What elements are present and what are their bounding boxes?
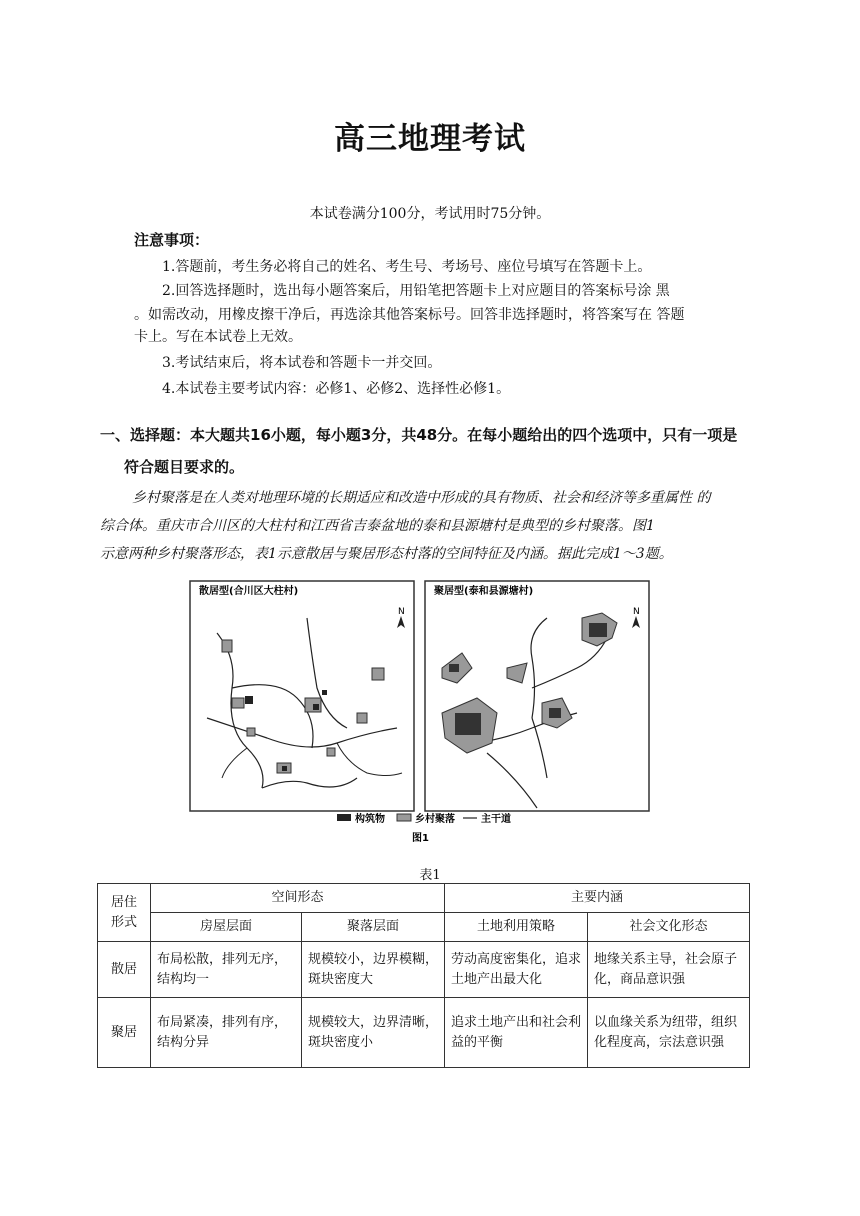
left-map-title: 散居型(合川区大柱村) (199, 586, 299, 597)
exam-subtitle: 本试卷满分100分，考试用时75分钟。 (309, 206, 551, 222)
map-dispersed-panel (190, 581, 414, 811)
row-settlement: 规模较大，边界清晰，斑块密度小 (302, 998, 445, 1068)
row-house: 布局紧凑，排列有序，结构分异 (151, 998, 302, 1068)
header-settlement: 聚落层面 (302, 913, 445, 942)
figure-caption: 图1 (412, 833, 429, 844)
legend-road: 主干道 (481, 814, 511, 825)
row-land: 劳动高度密集化，追求土地产出最大化 (445, 942, 588, 998)
section1-heading-line1: 一、选择题：本大题共16小题，每小题3分，共48分。在每小题给出的四个选项中，只有一项是 (100, 426, 738, 444)
notice-item-2-line2: 。如需改动，用橡皮擦干净后，再选涂其他答案标号。回答非选择题时，将答案写在 答题 (134, 307, 685, 323)
notice-item-1: 1.答题前，考生务必将自己的姓名、考生号、考场号、座位号填写在答题卡上。 (162, 259, 652, 275)
map-clustered-panel (425, 581, 649, 811)
legend-village: 乡村聚落 (415, 814, 455, 825)
table-row (98, 942, 750, 998)
notice-heading: 注意事项： (134, 231, 210, 249)
row-culture: 地缘关系主导，社会原子化，商品意识强 (588, 942, 750, 998)
figure-legend (337, 812, 511, 844)
row-land: 追求土地产出和社会利益的平衡 (445, 998, 588, 1068)
right-map-title: 聚居型(泰和县源塘村) (434, 586, 534, 597)
header-spatial: 空间形态 (151, 884, 445, 913)
header-residence-b: 形式 (110, 914, 137, 930)
row-type: 聚居 (98, 998, 151, 1068)
notice-item-4: 4.本试卷主要考试内容：必修1、必修2、选择性必修1。 (162, 381, 511, 397)
header-house: 房屋层面 (151, 913, 302, 942)
table-row (98, 998, 750, 1068)
notice-item-2-line1: 2.回答选择题时，选出每小题答案后，用铅笔把答题卡上对应题目的答案标号涂 黑 (162, 283, 670, 299)
passage-line1: 乡村聚落是在人类对地理环境的长期适应和改造中形成的具有物质、社会和经济等多重属性 的 (132, 490, 711, 506)
passage-line2: 综合体。重庆市合川区的大柱村和江西省吉泰盆地的泰和县源塘村是典型的乡村聚落。图1 (100, 518, 655, 534)
row-settlement: 规模较小，边界模糊，斑块密度大 (302, 942, 445, 998)
figure-1 (187, 578, 671, 850)
header-meaning: 主要内涵 (445, 884, 750, 913)
exam-title: 高三地理考试 (334, 121, 526, 157)
header-residence-a: 居住 (110, 894, 137, 910)
notice-item-3: 3.考试结束后，将本试卷和答题卡一并交回。 (162, 355, 442, 371)
figure-1-maps (187, 578, 671, 850)
header-land: 土地利用策略 (445, 913, 588, 942)
row-house: 布局松散，排列无序，结构均一 (151, 942, 302, 998)
north-label-right: N (633, 607, 640, 617)
table-1 (97, 883, 750, 1068)
legend-building: 构筑物 (355, 814, 385, 825)
section1-heading-line2: 符合题目要求的。 (124, 458, 245, 476)
header-culture: 社会文化形态 (588, 913, 750, 942)
table-caption: 表1 (419, 868, 441, 883)
notice-item-2-line3: 卡上。写在本试卷上无效。 (134, 329, 302, 345)
row-type: 散居 (98, 942, 151, 998)
row-culture: 以血缘关系为纽带，组织化程度高，宗法意识强 (588, 998, 750, 1068)
header-residence-form (98, 884, 151, 942)
north-label-left: N (398, 607, 405, 617)
passage-line3: 示意两种乡村聚落形态，表1示意散居与聚居形态村落的空间特征及内涵。据此完成1～3题。 (100, 546, 673, 562)
